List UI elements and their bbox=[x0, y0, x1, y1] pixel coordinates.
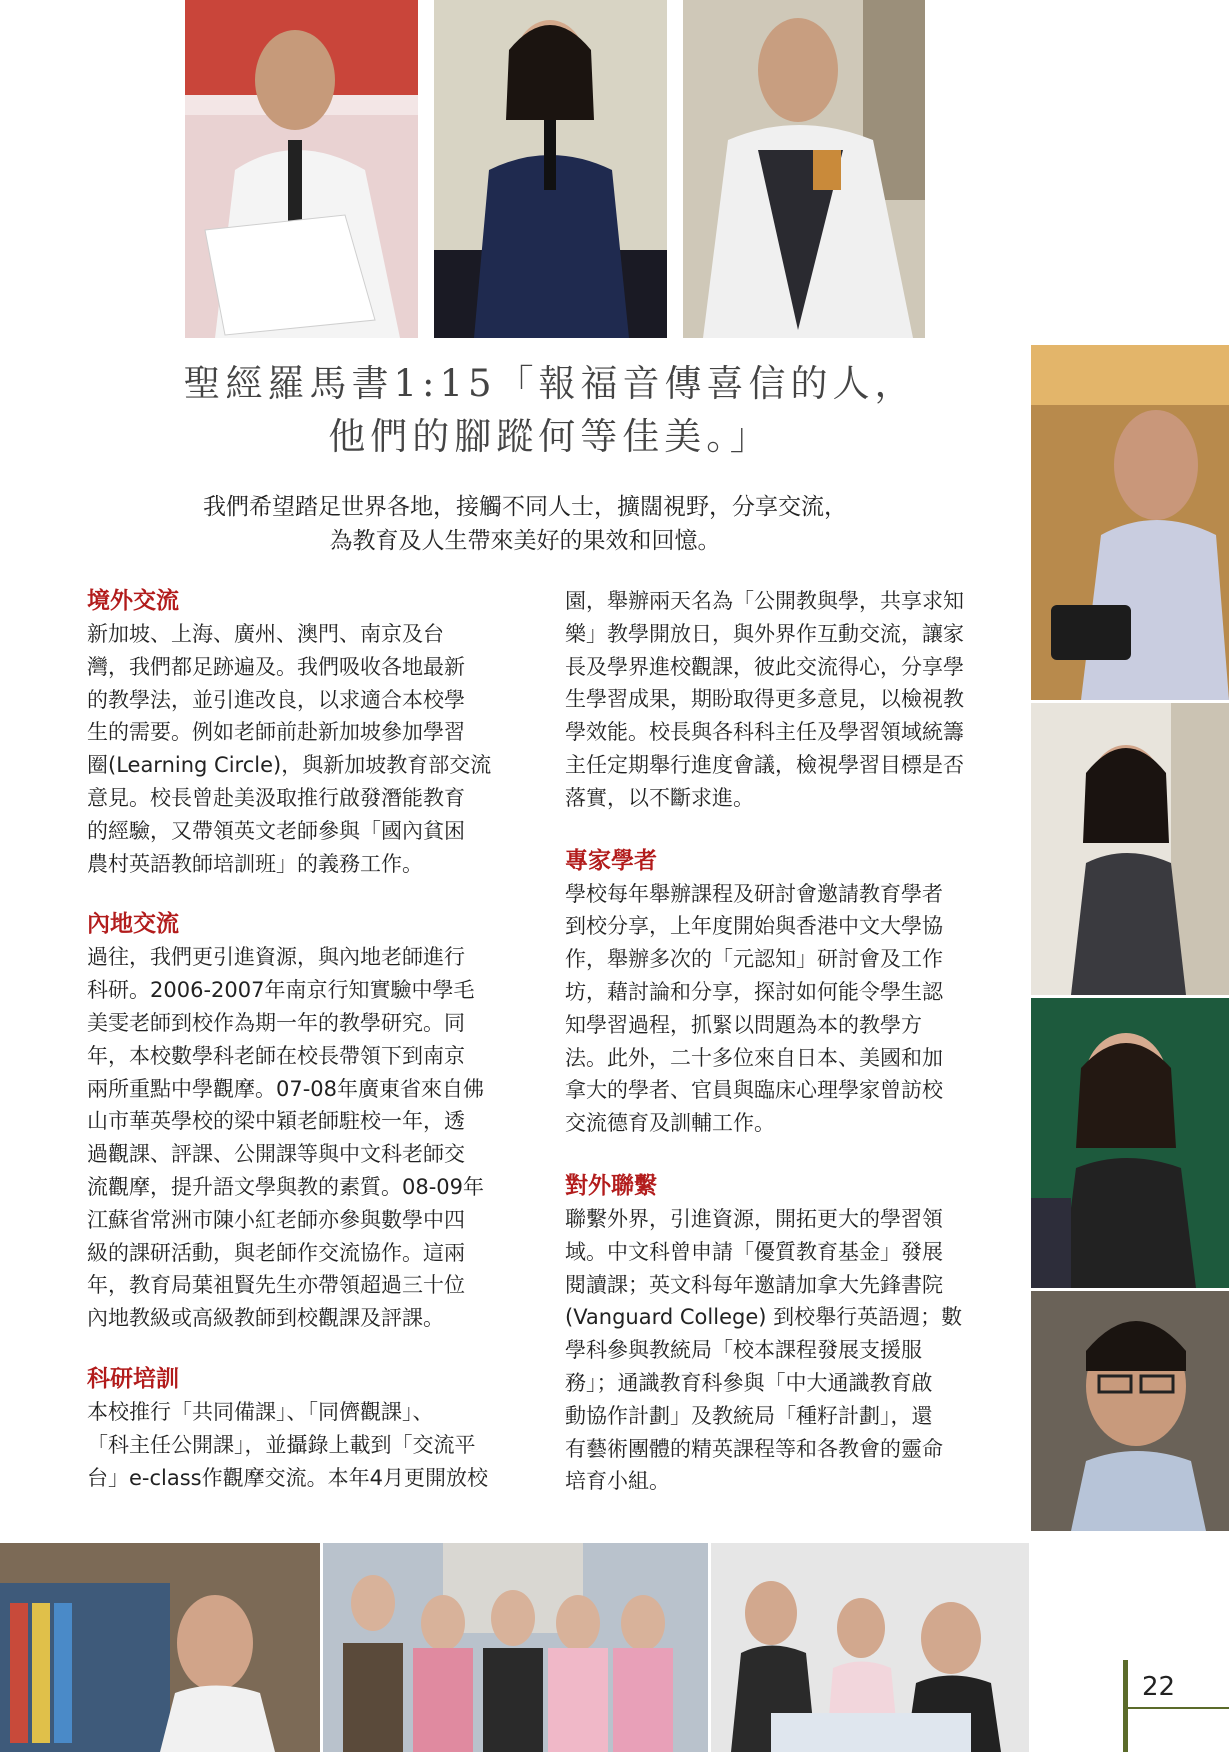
text-line: 學校每年舉辦課程及研討會邀請教育學者 bbox=[565, 881, 943, 906]
text-line: 農村英語教師培訓班」的義務工作。 bbox=[87, 851, 423, 876]
text-line: 動協作計劃」及教統局「種籽計劃」，還 bbox=[565, 1403, 933, 1428]
text-line: 園，舉辦兩天名為「公開教與學，共享求知 bbox=[565, 589, 964, 613]
photo-student-surprised bbox=[1031, 998, 1229, 1288]
text-line: 學效能。校長與各科科主任及學習領域統籌 bbox=[565, 720, 964, 745]
section-heading: 專家學者 bbox=[565, 847, 657, 874]
text-line: 灣，我們都足跡遍及。我們吸收各地最新 bbox=[87, 654, 465, 679]
text-line: 主任定期舉行進度會議，檢視學習目標是否 bbox=[565, 752, 964, 777]
text-line: 拿大的學者、官員與臨床心理學家曾訪校 bbox=[565, 1078, 943, 1103]
text-line: 交流德育及訓輔工作。 bbox=[565, 1111, 775, 1136]
text-line: 有藝術團體的精英課程等和各教會的靈命 bbox=[565, 1436, 943, 1461]
section-body bbox=[565, 878, 1010, 1140]
text-line: 流觀摩，提升語文學與教的素質。08-09年 bbox=[87, 1174, 485, 1199]
section-body bbox=[87, 618, 532, 880]
section-heading: 境外交流 bbox=[87, 588, 179, 614]
right-column bbox=[565, 585, 1010, 1526]
intro-text bbox=[120, 490, 930, 558]
text-line: 山市華英學校的梁中穎老師駐校一年，透 bbox=[87, 1109, 465, 1134]
text-line: 聯繫外界，引進資源，開拓更大的學習領 bbox=[565, 1206, 943, 1231]
photo-teacher-coffee bbox=[683, 0, 925, 338]
text-line: 的經驗，又帶領英文老師參與「國內貧困 bbox=[87, 818, 465, 843]
text-line: 坊，藉討論和分享，探討如何能令學生認 bbox=[565, 979, 943, 1004]
section-heading: 內地交流 bbox=[87, 911, 179, 938]
page-number: 22 bbox=[1142, 1672, 1176, 1702]
section-experts-scholars bbox=[565, 845, 1010, 1140]
section-body bbox=[87, 1396, 532, 1494]
text-line: 法。此外，二十多位來自日本、美國和加 bbox=[565, 1045, 943, 1070]
text-line: 過往，我們更引進資源，與內地老師進行 bbox=[87, 945, 465, 970]
section-body bbox=[565, 1203, 1010, 1498]
section-body bbox=[87, 941, 532, 1335]
text-line: 樂」教學開放日，與外界作互動交流，讓家 bbox=[565, 621, 964, 646]
section-overseas-exchange bbox=[87, 585, 532, 880]
section-heading: 對外聯繫 bbox=[565, 1172, 657, 1199]
section-mainland-exchange bbox=[87, 908, 532, 1335]
text-line: 兩所重點中學觀摩。07-08年廣東省來自佛 bbox=[87, 1076, 485, 1101]
bible-quote bbox=[150, 357, 950, 463]
text-line: 落實，以不斷求進。 bbox=[565, 785, 754, 810]
section-external-links bbox=[565, 1170, 1010, 1498]
photo-teacher-smiling bbox=[1031, 703, 1229, 995]
text-line: 本校推行「共同備課」、「同儕觀課」、 bbox=[87, 1399, 434, 1424]
text-line: 美雯老師到校作為期一年的教學研究。同 bbox=[87, 1010, 465, 1035]
text-line: 生的需要。例如老師前赴新加坡參加學習 bbox=[87, 720, 465, 745]
text-line: 作，舉辦多次的「元認知」研討會及工作 bbox=[565, 947, 943, 972]
bible-quote-line-1: 聖經羅馬書1:15「報福音傳喜信的人， bbox=[183, 362, 917, 405]
text-line: 內地教級或高級教師到校觀課及評課。 bbox=[87, 1306, 444, 1331]
text-line: 務」；通識教育科參與「中大通識教育啟 bbox=[565, 1370, 933, 1395]
text-line: 域。中文科曾申請「優質教育基金」發展 bbox=[565, 1239, 943, 1264]
text-line: 學科參與教統局「校本課程發展支援服 bbox=[565, 1338, 922, 1363]
text-line: 年，教育局葉祖賢先生亦帶領超過三十位 bbox=[87, 1273, 465, 1298]
left-column bbox=[87, 585, 532, 1522]
page-number-rule-vertical bbox=[1123, 1660, 1128, 1752]
photo-group-outdoor bbox=[323, 1543, 708, 1752]
intro-line-2: 為教育及人生帶來美好的果效和回憶。 bbox=[329, 528, 721, 554]
text-line: 「科主任公開課」，並攝錄上載到「交流平 bbox=[87, 1432, 476, 1457]
photo-teacher-glasses bbox=[1031, 1291, 1229, 1531]
text-line: 級的課研活動，與老師作交流協作。這兩 bbox=[87, 1240, 465, 1265]
section-body bbox=[565, 585, 1010, 815]
text-line: 過觀課、評課、公開課等與中文科老師交 bbox=[87, 1142, 465, 1167]
text-line: 圈(Learning Circle)，與新加坡教育部交流 bbox=[87, 753, 492, 778]
photo-teachers-meeting bbox=[711, 1543, 1029, 1752]
text-line: 培育小組。 bbox=[565, 1469, 670, 1494]
text-line: 生學習成果，期盼取得更多意見，以檢視教 bbox=[565, 687, 964, 712]
photo-speaker-microphone bbox=[434, 0, 667, 338]
photo-student-bookshelf bbox=[0, 1543, 320, 1752]
text-line: 新加坡、上海、廣州、澳門、南京及台 bbox=[87, 622, 444, 646]
page-number-rule-horizontal bbox=[1125, 1707, 1229, 1709]
section-continued bbox=[565, 585, 1010, 815]
text-line: 長及學界進校觀課，彼此交流得心，分享學 bbox=[565, 654, 964, 679]
text-line: 知學習過程，抓緊以問題為本的教學方 bbox=[565, 1012, 922, 1037]
intro-line-1: 我們希望踏足世界各地，接觸不同人士，擴闊視野，分享交流， bbox=[203, 494, 847, 520]
text-line: 年，本校數學科老師在校長帶領下到南京 bbox=[87, 1043, 465, 1068]
text-line: (Vanguard College) 到校舉行英語週；數 bbox=[565, 1305, 963, 1330]
text-line: 科研。2006-2007年南京行知實驗中學毛 bbox=[87, 978, 475, 1003]
text-line: 江蘇省常洲市陳小紅老師亦參與數學中四 bbox=[87, 1207, 465, 1232]
text-line: 意見。校長曾赴美汲取推行啟發潛能教育 bbox=[87, 785, 465, 810]
bible-quote-line-2: 他們的腳蹤何等佳美。」 bbox=[328, 415, 772, 458]
text-line: 到校分享，上年度開始與香港中文大學協 bbox=[565, 914, 943, 939]
photo-teacher-laptop bbox=[185, 0, 418, 338]
photo-teacher-camera bbox=[1031, 345, 1229, 700]
text-line: 台」e-class作觀摩交流。本年4月更開放校 bbox=[87, 1465, 488, 1490]
text-line: 閱讀課；英文科每年邀請加拿大先鋒書院 bbox=[565, 1272, 943, 1297]
section-heading: 科研培訓 bbox=[87, 1365, 179, 1392]
text-line: 的教學法，並引進改良，以求適合本校學 bbox=[87, 687, 465, 712]
section-research-training bbox=[87, 1363, 532, 1494]
